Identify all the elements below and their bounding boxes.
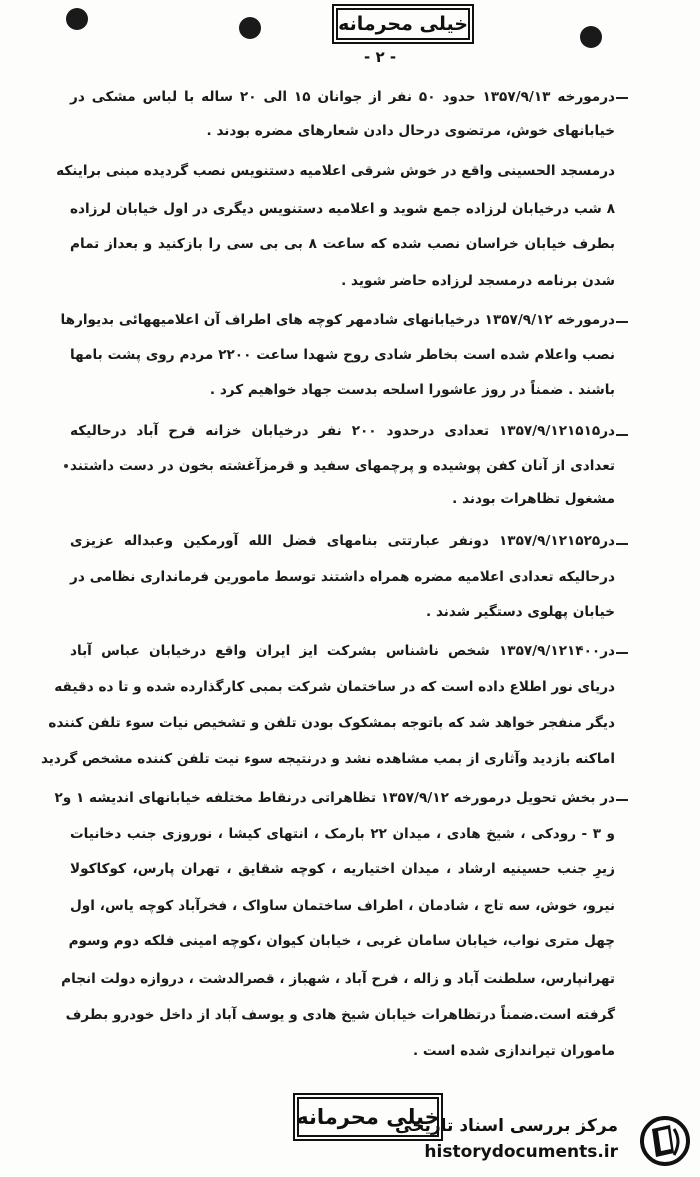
body-line: در۱۳۵۷/۹/۱۲۱۴۰۰ شخص ناشناس بشرکت ایز ایران واقع درخیابان عباس آباد	[70, 643, 615, 659]
paragraph-marker	[616, 321, 628, 323]
body-line: در بخش تحویل درمورخه ۱۳۵۷/۹/۱۲ تظاهراتی درنقاط مختلفه خیابانهای اندیشه ۱ و۲	[54, 790, 615, 806]
paragraph-marker	[616, 543, 628, 545]
org-url: historydocuments.ir	[424, 1142, 618, 1162]
body-line: خیابان پهلوی دستگیر شدند .	[426, 604, 615, 620]
body-line: و ۳ - رودکی ، شیخ هادی ، میدان ۲۲ بارمک ، انتهای کیشا ، نوروزی جنب دخانیات	[70, 826, 615, 842]
ink-speck	[64, 464, 68, 468]
punch-hole-left	[66, 8, 88, 30]
body-line: نصب واعلام شده است بخاطر شادی روح شهدا ساعت ۲۲۰۰ مردم روی پشت بامها	[70, 347, 615, 363]
body-line: چهل متری نواب، خیابان سامان غربی ، خیابان کیوان ،کوچه امینی فلکه دوم وسوم	[68, 933, 615, 949]
body-line: ماموران تیراندازی شده است .	[413, 1043, 615, 1059]
body-line: درحالیکه تعدادی اعلامیه مضره همراه داشتند توسط مامورین فرمانداری نظامی در	[70, 569, 615, 585]
page-number: - ۲ -	[364, 48, 397, 66]
body-line: درمورخه ۱۳۵۷/۹/۱۲ درخیابانهای شادمهر کوچه های اطراف آن اعلامیههائی بدیوارها	[60, 312, 615, 328]
body-line: در۱۳۵۷/۹/۱۲۱۵۱۵ تعدادی درحدود ۲۰۰ نفر درخیابان خزانه فرح آباد درحالیکه	[70, 423, 615, 439]
body-line: شدن برنامه درمسجد لرزاده حاضر شوید .	[341, 273, 615, 289]
punch-hole-right	[580, 26, 602, 48]
body-line: باشند . ضمناً در روز عاشورا اسلحه بدست جهاد خواهیم کرد .	[209, 382, 615, 398]
paragraph-marker	[616, 97, 628, 99]
org-name: مرکز بررسی اسناد تاریخی	[395, 1116, 618, 1136]
body-line: درمسجد الحسینی واقع در خوش شرقی اعلامیه دستنویس نصب گردیده مبنی براینکه	[56, 163, 615, 179]
body-line: دیگر منفجر خواهد شد که باتوجه بمشکوک بودن تلفن و تشخیص نیات سوء تلفن کننده	[48, 715, 615, 731]
body-line: بطرف خیابان خراسان نصب شده که ساعت ۸ بی بی سی را بازکنید و بعداز تمام	[70, 236, 616, 252]
classification-stamp-top: خیلی محرمانه	[332, 4, 474, 44]
body-line: گرفته است.ضمناً درتظاهرات خیابان شیخ هادی و یوسف آباد از داخل خودرو بطرف	[65, 1007, 615, 1023]
body-line: نیرو، خوش، سه تاج ، شادمان ، اطراف ساختمان ساواک ، فخرآباد کوچه یاس، اول	[70, 898, 615, 914]
body-line: اماکنه بازدید وآثاری از بمب مشاهده نشد و درنتیجه سوء نیت تلفن کننده مشخص گردید	[40, 751, 615, 767]
body-line: درمورخه ۱۳۵۷/۹/۱۳ حدود ۵۰ نفر از جوانان ۱۵ الی ۲۰ ساله با لباس مشکی در	[70, 89, 616, 105]
classification-stamp-bottom: خیلی محرمانه	[293, 1093, 443, 1141]
archive-logo-icon	[640, 1115, 690, 1167]
paragraph-marker	[616, 799, 628, 801]
paragraph-marker	[616, 652, 628, 654]
body-line: تهرانپارس، سلطنت آباد و زاله ، فرح آباد ، شهباز ، قصرالدشت ، دروازه دولت انجام	[61, 971, 615, 987]
body-line: خیابانهای خوش، مرتضوی درحال دادن شعارهای مضره بودند .	[206, 123, 615, 139]
body-line: ۸ شب درخیابان لرزاده جمع شوید و اعلامیه دستنویس دیگری در اول خیابان لرزاده	[70, 201, 615, 217]
body-line: دریای نور اطلاع داده است که در ساختمان شرکت بمبی کارگذارده شده و تا ده دقیقه	[54, 679, 615, 695]
body-line: تعدادی از آنان کفن پوشیده و پرچمهای سفید و قرمزآغشته بخون در دست داشتند	[70, 458, 615, 474]
paragraph-marker	[616, 434, 628, 436]
body-line: در۱۳۵۷/۹/۱۲۱۵۲۵ دونفر عبارتتی بنامهای فضل الله آورمکین وعبداله عزیزی	[70, 533, 615, 549]
punch-hole-middle	[239, 17, 261, 39]
body-line: مشغول تظاهرات بودند .	[452, 491, 615, 507]
body-line: زیرِ جنب حسینیه ارشاد ، میدان اختیاریه ، کوچه شقایق ، تهران پارس، کوکاکولا	[70, 861, 615, 877]
